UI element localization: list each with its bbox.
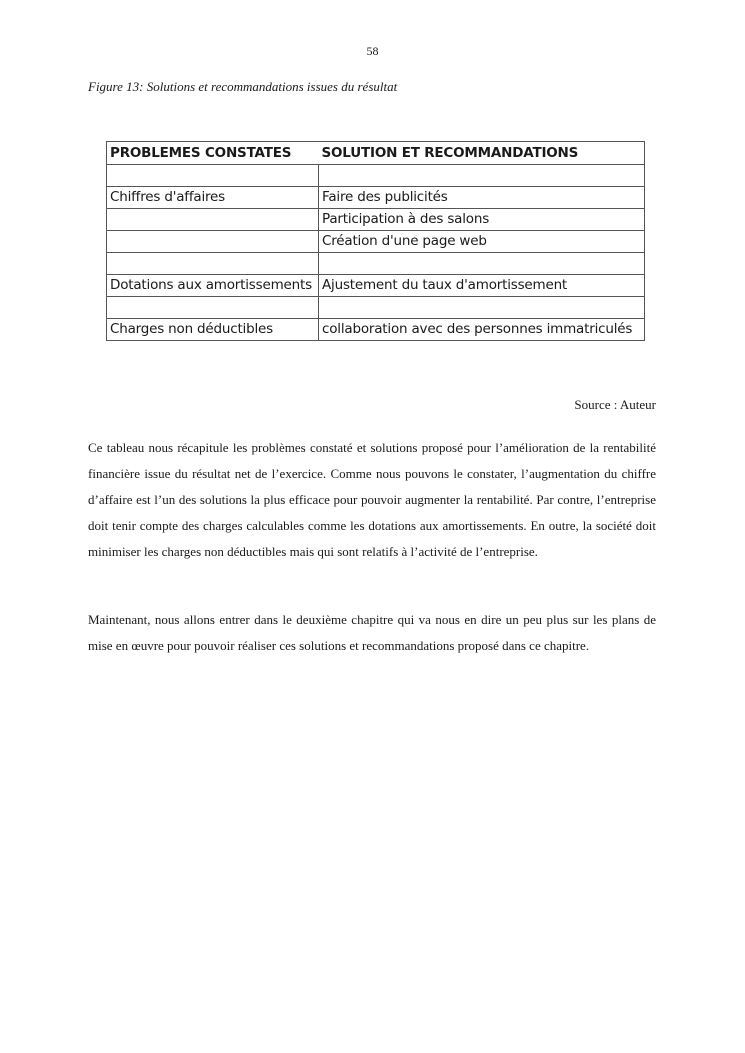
table-cell: Dotations aux amortissements [107, 275, 319, 297]
findings-table-container [106, 141, 644, 341]
table-cell [107, 253, 319, 275]
table-cell [107, 297, 319, 319]
header-solutions: SOLUTION ET RECOMMANDATIONS [319, 142, 645, 165]
table-row [107, 275, 645, 297]
page-number: 58 [366, 44, 379, 58]
table-cell: collaboration avec des personnes immatriculés [319, 319, 645, 341]
table-cell [319, 165, 645, 187]
header-problems: PROBLEMES CONSTATES [107, 142, 319, 165]
table-cell [319, 297, 645, 319]
table-cell: Charges non déductibles [107, 319, 319, 341]
table-cell [107, 231, 319, 253]
table-row [107, 297, 645, 319]
findings-table [106, 141, 645, 341]
body-paragraph-1: Ce tableau nous récapitule les problèmes constaté et solutions proposé pour l’amélioration de la rentabilité financière issue du résultat net de l’exercice. Comme nous pouvons le constater, l’augmentation du chiffre d’affaire est l’un des solutions la plus efficace pour pouvoir augmenter la rentabilité. Par contre, l’entreprise doit tenir compte des charges calculables comme les dotations aux amortissements. En outre, la société doit minimiser les charges non déductibles mais qui sont relatifs à l’activité de l’entreprise. [88, 440, 656, 559]
table-cell [107, 209, 319, 231]
table-cell [319, 253, 645, 275]
table-row [107, 253, 645, 275]
table-header-row [107, 142, 645, 165]
table-cell [107, 165, 319, 187]
figure-caption: Figure 13: Solutions et recommandations issues du résultat [88, 79, 398, 94]
table-row [107, 319, 645, 341]
table-row [107, 165, 645, 187]
table-cell: Ajustement du taux d'amortissement [319, 275, 645, 297]
table-row [107, 187, 645, 209]
table-cell: Création d'une page web [319, 231, 645, 253]
table-cell: Participation à des salons [319, 209, 645, 231]
table-row [107, 209, 645, 231]
table-cell: Chiffres d'affaires [107, 187, 319, 209]
table-cell: Faire des publicités [319, 187, 645, 209]
table-row [107, 231, 645, 253]
body-paragraph-2: Maintenant, nous allons entrer dans le deuxième chapitre qui va nous en dire un peu plus sur les plans de mise en œuvre pour pouvoir réaliser ces solutions et recommandations proposé dans ce chapitre. [88, 612, 656, 653]
source-note: Source : Auteur [574, 397, 656, 412]
